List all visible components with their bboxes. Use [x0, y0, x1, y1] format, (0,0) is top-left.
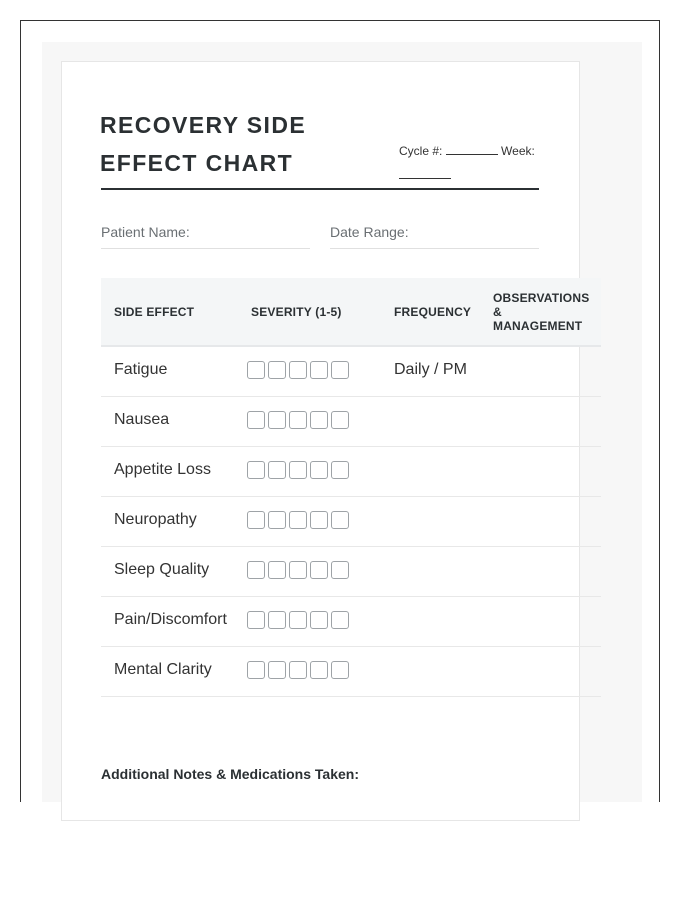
date-range-label: Date Range:: [330, 224, 409, 240]
severity-checkbox-4[interactable]: [310, 661, 328, 679]
severity-checkbox-3[interactable]: [289, 411, 307, 429]
side-effect-cell: Nausea: [101, 396, 238, 446]
severity-checkbox-5[interactable]: [331, 461, 349, 479]
severity-checkbox-1[interactable]: [247, 611, 265, 629]
frequency-cell[interactable]: Daily / PM: [381, 346, 480, 396]
severity-checkbox-2[interactable]: [268, 411, 286, 429]
observations-cell[interactable]: [480, 496, 601, 546]
frequency-cell[interactable]: [381, 396, 480, 446]
severity-checkbox-1[interactable]: [247, 661, 265, 679]
severity-checkbox-1[interactable]: [247, 511, 265, 529]
column-header-side-effect: SIDE EFFECT: [101, 278, 238, 346]
severity-checkbox-5[interactable]: [331, 611, 349, 629]
observations-cell[interactable]: [480, 646, 601, 696]
severity-checkbox-5[interactable]: [331, 361, 349, 379]
severity-checkbox-1[interactable]: [247, 461, 265, 479]
severity-checkbox-3[interactable]: [289, 611, 307, 629]
severity-checkbox-1[interactable]: [247, 411, 265, 429]
severity-checkbox-3[interactable]: [289, 461, 307, 479]
severity-checkbox-3[interactable]: [289, 511, 307, 529]
table-row: [101, 596, 601, 646]
observations-cell[interactable]: [480, 596, 601, 646]
severity-checkbox-3[interactable]: [289, 361, 307, 379]
severity-checkbox-5[interactable]: [331, 411, 349, 429]
severity-checkbox-5[interactable]: [331, 511, 349, 529]
cycle-label: Cycle #:: [399, 144, 443, 158]
severity-checkbox-2[interactable]: [268, 661, 286, 679]
severity-checkbox-5[interactable]: [331, 661, 349, 679]
side-effect-cell: Appetite Loss: [101, 446, 238, 496]
side-effect-table: [101, 278, 601, 697]
severity-checkbox-1[interactable]: [247, 361, 265, 379]
severity-checkbox-2[interactable]: [268, 461, 286, 479]
observations-cell[interactable]: [480, 546, 601, 596]
side-effect-cell: Pain/Discomfort: [101, 596, 238, 646]
chart-title: RECOVERY SIDE EFFECT CHART: [100, 112, 307, 176]
side-effect-cell: Sleep Quality: [101, 546, 238, 596]
week-blank[interactable]: [399, 166, 451, 179]
table-header-row: [101, 278, 601, 346]
table-row: [101, 496, 601, 546]
severity-checkbox-3[interactable]: [289, 661, 307, 679]
frequency-cell[interactable]: [381, 546, 480, 596]
observations-cell[interactable]: [480, 346, 601, 396]
severity-cell: [238, 496, 381, 546]
severity-checkbox-2[interactable]: [268, 561, 286, 579]
frequency-cell[interactable]: [381, 646, 480, 696]
table-row: [101, 646, 601, 696]
severity-cell: [238, 346, 381, 396]
severity-checkbox-4[interactable]: [310, 611, 328, 629]
severity-cell: [238, 646, 381, 696]
cycle-week-line: [399, 139, 549, 187]
side-effect-cell: Fatigue: [101, 346, 238, 396]
severity-cell: [238, 546, 381, 596]
severity-checkbox-4[interactable]: [310, 511, 328, 529]
date-range-field[interactable]: [330, 224, 539, 249]
frequency-cell[interactable]: [381, 596, 480, 646]
severity-checkbox-3[interactable]: [289, 561, 307, 579]
column-header-observations: OBSERVATIONS & MANAGEMENT: [480, 278, 601, 346]
week-label: Week:: [501, 144, 535, 158]
observations-cell[interactable]: [480, 446, 601, 496]
column-header-frequency: FREQUENCY: [381, 278, 480, 346]
additional-notes-label: Additional Notes & Medications Taken:: [101, 766, 359, 782]
severity-cell: [238, 596, 381, 646]
frequency-cell[interactable]: [381, 496, 480, 546]
title-divider: [101, 188, 539, 190]
severity-checkbox-5[interactable]: [331, 561, 349, 579]
patient-name-label: Patient Name:: [101, 224, 190, 240]
side-effect-cell: Neuropathy: [101, 496, 238, 546]
severity-checkbox-4[interactable]: [310, 561, 328, 579]
table-row: [101, 396, 601, 446]
patient-name-field[interactable]: [101, 224, 310, 249]
severity-checkbox-4[interactable]: [310, 411, 328, 429]
severity-cell: [238, 396, 381, 446]
severity-checkbox-2[interactable]: [268, 611, 286, 629]
severity-checkbox-4[interactable]: [310, 361, 328, 379]
table-row: [101, 346, 601, 396]
table-row: [101, 546, 601, 596]
cycle-blank[interactable]: [446, 142, 498, 155]
observations-cell[interactable]: [480, 396, 601, 446]
severity-cell: [238, 446, 381, 496]
side-effect-cell: Mental Clarity: [101, 646, 238, 696]
severity-checkbox-2[interactable]: [268, 511, 286, 529]
frequency-cell[interactable]: [381, 446, 480, 496]
table-row: [101, 446, 601, 496]
column-header-severity: SEVERITY (1-5): [238, 278, 381, 346]
severity-checkbox-2[interactable]: [268, 361, 286, 379]
severity-checkbox-4[interactable]: [310, 461, 328, 479]
severity-checkbox-1[interactable]: [247, 561, 265, 579]
